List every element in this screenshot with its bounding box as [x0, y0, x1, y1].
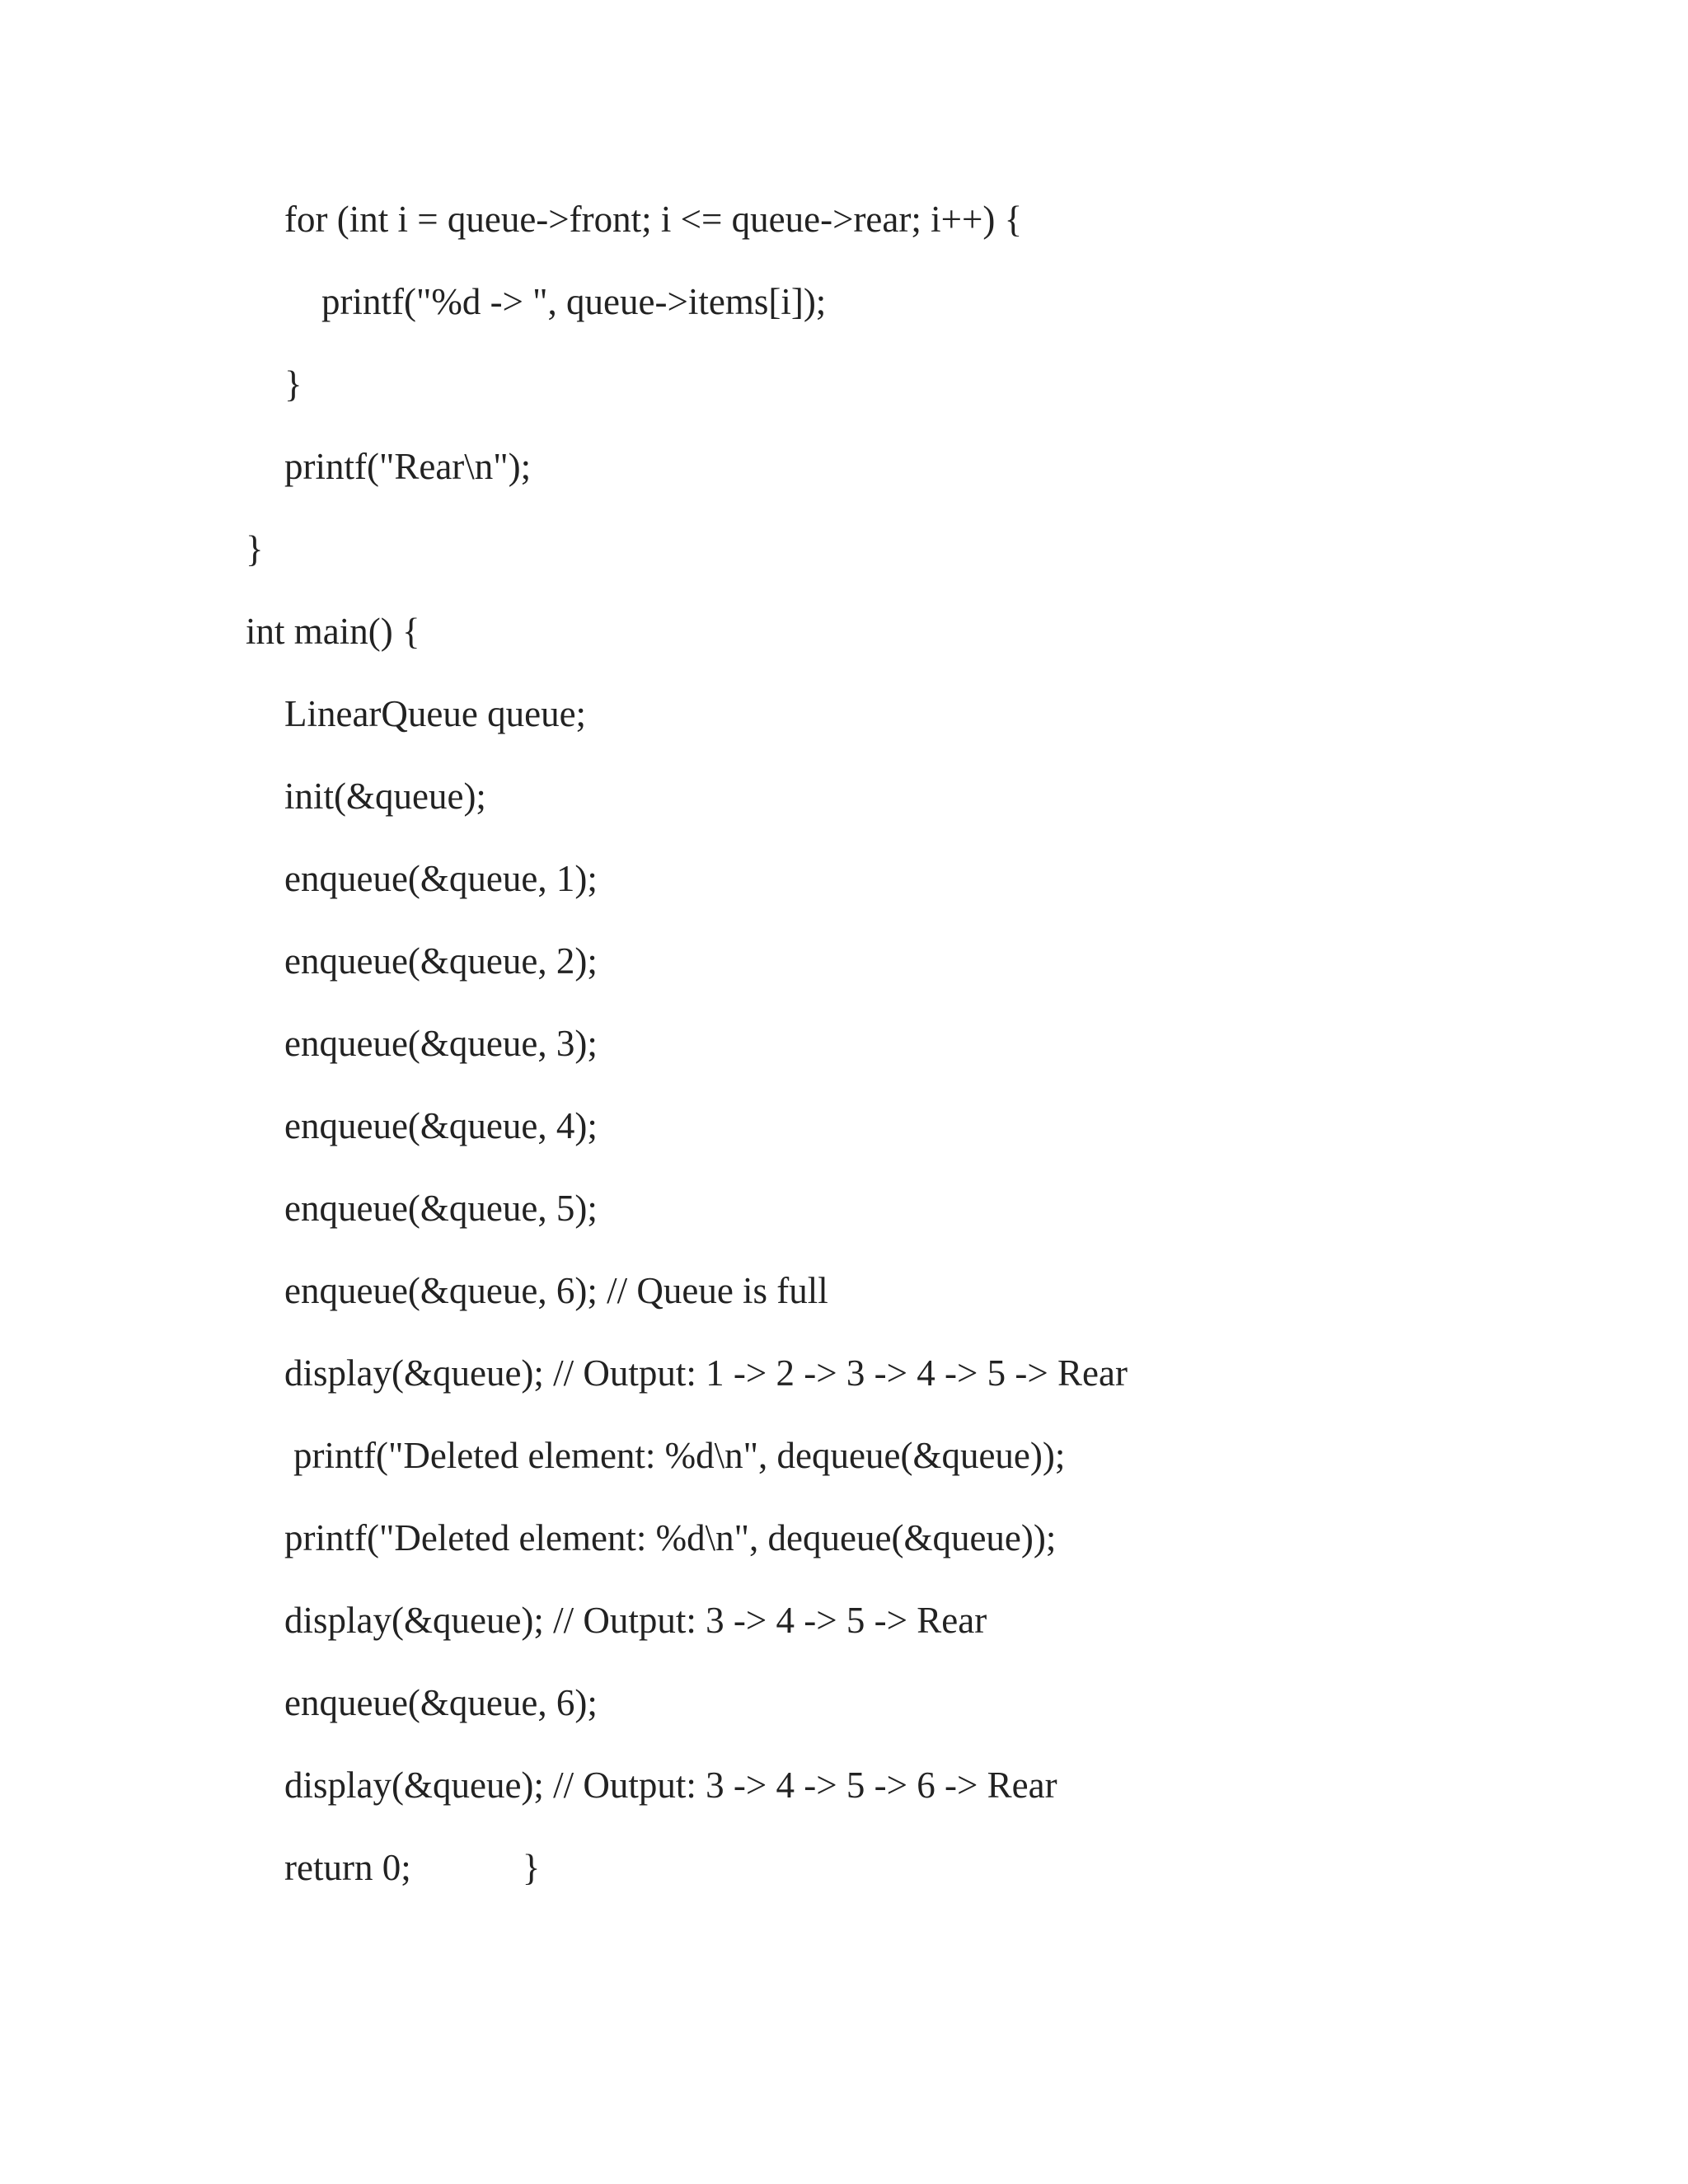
code-line: enqueue(&queue, 6); [284, 1682, 598, 1723]
code-line: printf("%d -> ", queue->items[i]); [321, 281, 827, 322]
code-line: printf("Deleted element: %d\n", dequeue(&queue)); [293, 1435, 1066, 1476]
code-line: enqueue(&queue, 1); [284, 858, 598, 899]
code-line: for (int i = queue->front; i <= queue->rear; i++) { [284, 199, 1023, 240]
code-line: int main() { [246, 611, 420, 652]
code-line: } [246, 528, 264, 569]
code-line: display(&queue); // Output: 1 -> 2 -> 3 -> 4 -> 5 -> Rear [284, 1352, 1128, 1394]
code-line: init(&queue); [284, 776, 486, 817]
code-line: enqueue(&queue, 6); // Queue is full [284, 1270, 828, 1311]
code-line: enqueue(&queue, 5); [284, 1188, 598, 1229]
code-line: enqueue(&queue, 4); [284, 1105, 598, 1146]
code-line: enqueue(&queue, 3); [284, 1023, 598, 1064]
code-line: printf("Rear\n"); [284, 446, 532, 487]
code-line: } [284, 363, 302, 405]
code-line: enqueue(&queue, 2); [284, 940, 598, 982]
code-line: return 0; } [284, 1847, 541, 1888]
code-line: printf("Deleted element: %d\n", dequeue(&queue)); [284, 1517, 1057, 1558]
code-line: LinearQueue queue; [284, 693, 587, 734]
code-line: display(&queue); // Output: 3 -> 4 -> 5 -> 6 -> Rear [284, 1765, 1057, 1806]
code-line: display(&queue); // Output: 3 -> 4 -> 5 -> Rear [284, 1600, 987, 1641]
